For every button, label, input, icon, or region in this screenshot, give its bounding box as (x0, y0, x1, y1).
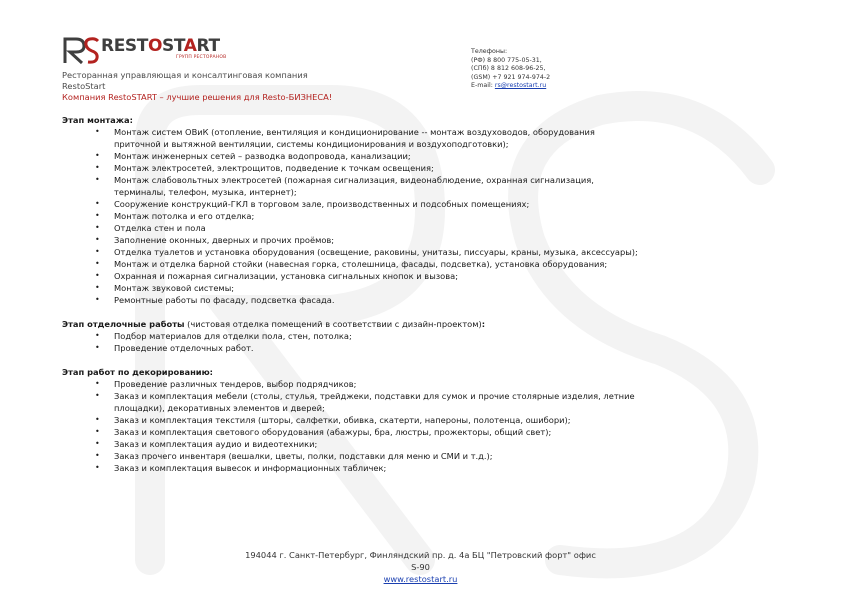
email-link[interactable]: rs@restostart.ru (494, 82, 547, 90)
list-item: • Монтаж систем ОВиК (отопление, вентиляция и кондиционирование -- монтаж воздуховодов, оборудования приточной и вытяжной вентиляции, системы кондиционирования и воздухоподготовки); (114, 126, 762, 150)
list-item: • Заказ и комплектация текстиля (шторы, салфетки, обивка, скатерти, напероны, полотенца, ошибори); (114, 414, 762, 426)
list-item: • Подбор материалов для отделки пола, стен, потолка; (114, 330, 762, 342)
list-item: • Заказ и комплектация мебели (столы, стулья, трейджеки, подставки для сумок и прочие столярные изделия, летние площадки), декоративных элементов и дверей; (114, 390, 762, 414)
list-item: • Заказ и комплектация вывесок и информационных табличек; (114, 462, 762, 474)
list-item: • Заполнение оконных, дверных и прочих проёмов; (114, 234, 762, 246)
contacts-block (471, 48, 550, 91)
phone: (РФ) 8 800 775-05-31, (471, 56, 542, 64)
company-slogan: Компания RestoSTART – лучшие решения для Resto-БИЗНЕСА! (62, 92, 333, 102)
list-item: • Охранная и пожарная сигнализации, установка сигнальных кнопок и вызова; (114, 270, 762, 282)
footer-address: 194044 г. Санкт-Петербург, Финляндский пр. д. 4а БЦ "Петровский форт" офис (245, 550, 596, 560)
company-line: RestoStart (62, 81, 106, 91)
list-item: • Монтаж и отделка барной стойки (навесная горка, столешница, фасады, подсветка), установка оборудования; (114, 258, 762, 270)
logo-subtitle: ГРУПП РЕСТОРАНОВ (176, 55, 227, 60)
logo-wordmark: RESTOSTART (101, 36, 220, 56)
company-line: Ресторанная управляющая и консалтинговая компания (62, 70, 308, 80)
list-item: • Монтаж электросетей, электрощитов, подведение к точкам освещения; (114, 162, 762, 174)
contacts-title: Телефоны: (471, 48, 508, 55)
footer (0, 549, 841, 585)
list-item: • Проведение различных тендеров, выбор подрядчиков; (114, 378, 762, 390)
section-title-montage: Этап монтажа: (62, 115, 133, 125)
section-title-finishing: Этап отделочные работы (чистовая отделка помещений в соответствии с дизайн-проектом): (62, 319, 486, 329)
phone: (GSM) +7 921 974-974-2 (471, 73, 551, 81)
list-item: • Монтаж потолка и его отделка; (114, 210, 762, 222)
list-item: • Монтаж инженерных сетей – разводка водопровода, канализации; (114, 150, 762, 162)
email-line: E-mail: rs@restostart.ru (471, 82, 547, 90)
list-item: • Отделка стен и пола (114, 222, 762, 234)
montage-list (62, 126, 762, 306)
list-item: • Монтаж слабовольтных электросетей (пожарная сигнализация, видеонаблюдение, охранная сигнализация, терминалы, телефон, музыка, интернет); (114, 174, 762, 198)
list-item: • Сооружение конструкций-ГКЛ в торговом зале, производственных и подсобных помещениях; (114, 198, 762, 210)
phone: (СПб) 8 812 608-96-25, (471, 65, 546, 73)
list-item: • Проведение отделочных работ. (114, 342, 762, 354)
list-item: • Отделка туалетов и установка оборудования (освещение, раковины, унитазы, писсуары, краны, музыка, аксессуары); (114, 246, 762, 258)
list-item: • Ремонтные работы по фасаду, подсветка фасада. (114, 294, 762, 306)
list-item: • Монтаж звуковой системы; (114, 282, 762, 294)
list-item: • Заказ прочего инвентаря (вешалки, цветы, полки, подставки для меню и СМИ и т.д.); (114, 450, 762, 462)
footer-address-office: S-90 (411, 562, 430, 572)
document-body (62, 114, 762, 474)
section-title-decor: Этап работ по декорированию: (62, 367, 213, 377)
decor-list (62, 378, 762, 474)
list-item: • Заказ и комплектация светового оборудования (абажуры, бра, люстры, прожекторы, общий свет); (114, 426, 762, 438)
company-info (62, 70, 332, 103)
website-link[interactable]: www.restostart.ru (383, 574, 458, 584)
list-item: • Заказ и комплектация аудио и видеотехники; (114, 438, 762, 450)
finishing-list (62, 330, 762, 354)
